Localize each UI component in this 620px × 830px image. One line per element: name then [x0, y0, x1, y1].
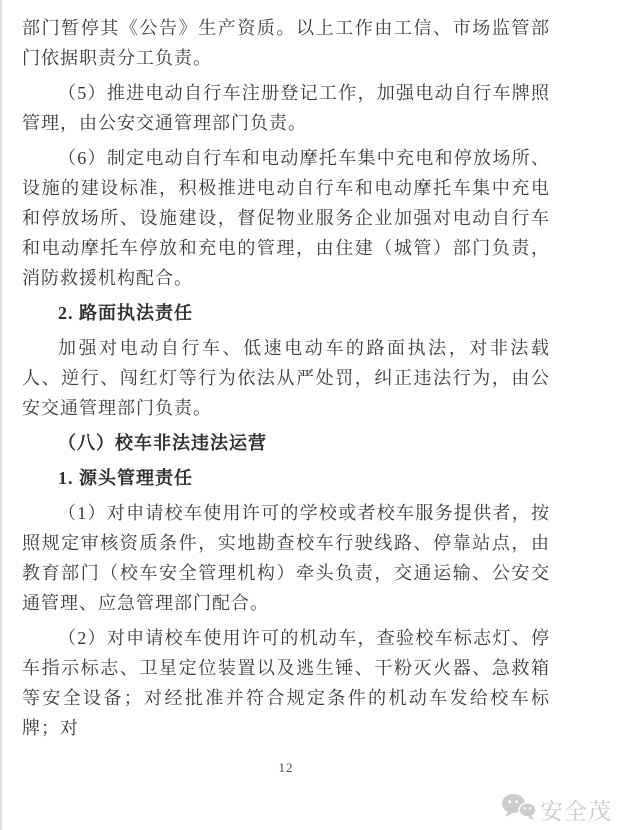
document-body [22, 13, 550, 748]
paragraph: 加强对电动自行车、低速电动车的路面执法，对非法载人、逆行、闯红灯等行为依法从严处罚，纠正违法行为，由公安交通管理部门负责。 [22, 338, 550, 418]
scan-edge-line [0, 0, 2, 830]
paragraph: （2）对申请校车使用许可的机动车，查验校车标志灯、停车指示标志、卫星定位装置以及逃生锤、干粉灭火器、急救箱等安全设备；对经批准并符合规定条件的机动车发给校车标牌；对 [22, 628, 550, 738]
paragraph: （6）制定电动自行车和电动摩托车集中充电和停放场所、设施的建设标准，积极推进电动自行车和电动摩托车集中充电和停放场所、设施建设，督促物业服务企业加强对电动自行车和电动摩托车停放和充电的管理，由住建（城管）部门负责，消防救援机构配合。 [22, 148, 550, 288]
wechat-bubbles-icon [501, 792, 537, 827]
watermark [501, 792, 612, 827]
watermark-label: 安全茂 [540, 798, 612, 824]
section-heading: 1. 源头管理责任 [58, 468, 193, 488]
section-heading: （八）校车非法违法运营 [58, 433, 267, 453]
page-number: 12 [278, 760, 294, 775]
paragraph: （5）推进电动自行车注册登记工作，加强电动自行车牌照管理，由公安交通管理部门负责。 [22, 83, 550, 133]
paragraph: 部门暂停其《公告》生产资质。以上工作由工信、市场监管部门依据职责分工负责。 [22, 18, 550, 68]
section-heading: 2. 路面执法责任 [58, 303, 193, 323]
paragraph: （1）对申请校车使用许可的学校或者校车服务提供者，按照规定审核资质条件，实地勘查校车行驶线路、停靠站点，由教育部门（校车安全管理机构）牵头负责，交通运输、公安交通管理、应急管理部门配合。 [22, 503, 550, 613]
